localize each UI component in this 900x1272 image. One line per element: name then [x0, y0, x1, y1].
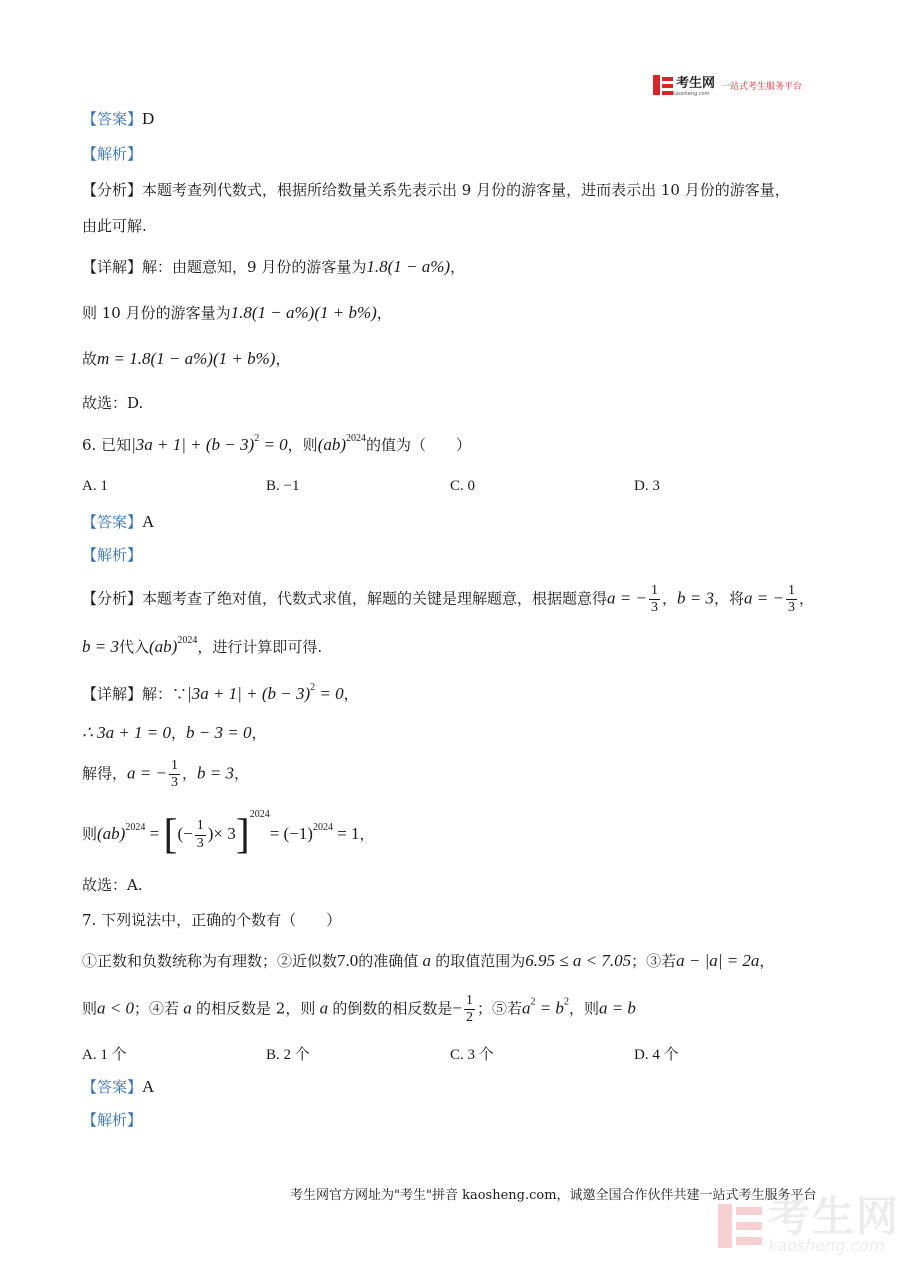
watermark-logo-icon — [718, 1204, 762, 1248]
footer-text: 考生网官方网址为"考生"拼音 kaosheng.com，诚邀全国合作伙伴共建一站式考生服务平台 — [290, 1188, 817, 1203]
q6-jiexi: 【解析】 — [82, 546, 143, 564]
fraction-one-third: $\frac{1}{3}$ — [650, 583, 658, 616]
q5-conclusion: 故选：D. — [82, 394, 144, 412]
fraction-one-third-2: $\frac{1}{3}$ — [787, 583, 795, 616]
header-slogan: 一站式考生服务平台 — [721, 81, 803, 92]
q7-answer: 【答案】A — [82, 1077, 155, 1096]
q6-detail-1: 【详解】解：∵|3a + $1| + (b - 3)^2 = 0$， — [82, 682, 359, 703]
q7-option-d: D. 4 个 — [634, 1047, 679, 1063]
q7-line-2: 则a < 0；④若 a 的相反数是 2，则 a 的倒数的相反数是− $\frac{1}{2}$ ；⑤若$a^2 = b^2$，则a = b — [82, 993, 636, 1026]
q7-jiexi: 【解析】 — [82, 1111, 143, 1129]
q7-option-c: C. 3 个 — [450, 1047, 494, 1063]
q6-conclusion: 故选：A. — [82, 876, 143, 894]
q6-fenxi: 【分析】本题考查了绝对值，代数式求值，解题的关键是理解题意，根据题意得a = − $\frac{1}{3}$ ，b = 3，将a = − $\frac{1}{3}$ ， — [82, 583, 814, 616]
fraction-one-third-4: $\frac{1}{3}$ — [196, 818, 204, 851]
q5-detail-1: 【详解】解：由题意知，9 月份的游客量为1.8(1 − a%)， — [82, 257, 466, 276]
header-logo — [653, 74, 802, 96]
q7-line-1: ①正数和负数统称为有理数；②近似数7.0的准确值 a 的取值范围为6.95 ≤ a < 7.05；③若a − |a| = 2a， — [82, 951, 775, 970]
q7-stem: 7. 下列说法中，正确的个数有（ ） — [82, 911, 342, 929]
q6-detail-4: 则(ab)$^{2024}$ = [(− $\frac{1}{3}$ )× $3]^{2024}= (-1)^{2024} = 1$， — [82, 809, 375, 858]
q6-fenxi-2: b = 3代入(ab)$^{2024}$，进行计算即可得. — [82, 635, 323, 656]
q6-answer: 【答案】A — [82, 512, 155, 531]
q5-fenxi: 【分析】本题考查列代数式，根据所给数量关系先表示出 9 月份的游客量，进而表示出 10 月份的游客量， — [82, 181, 790, 199]
q5-answer: 【答案】D — [82, 109, 155, 128]
logo-text: 考生网 kaosheng.com — [673, 76, 716, 97]
q7-option-b: B. 2 个 — [266, 1047, 310, 1063]
q6-stem: 6. 已知$|3a + 1| + (b - 3)^2 = 0$，则(ab)$^{2024}$的值为（ ） — [82, 433, 472, 454]
q5-jiexi: 【解析】 — [82, 145, 143, 163]
fraction-one-third-3: $\frac{1}{3}$ — [170, 758, 178, 791]
q5-detail-2: 则 10 月份的游客量为1.8(1 − a%)(1 + b%)， — [82, 303, 392, 322]
q6-option-b: B. −1 — [266, 478, 300, 494]
q5-fenxi-2: 由此可解. — [82, 217, 147, 235]
q6-detail-2: ∴ 3a + 1 = 0，b − 3 = 0， — [82, 723, 267, 742]
watermark: 考生网 kaosheng.com — [718, 1196, 900, 1255]
q6-option-c: C. 0 — [450, 478, 476, 494]
kaosheng-logo-icon — [653, 75, 673, 95]
q5-detail-3: 故m = 1.8(1 − a%)(1 + b%)， — [82, 349, 291, 368]
q6-option-a: A. 1 — [82, 478, 108, 494]
fraction-one-half: $\frac{1}{2}$ — [465, 993, 473, 1026]
q6-option-d: D. 3 — [634, 478, 660, 494]
q7-option-a: A. 1 个 — [82, 1047, 127, 1063]
q6-detail-3: 解得，a = − $\frac{1}{3}$ ，b = 3， — [82, 758, 249, 791]
